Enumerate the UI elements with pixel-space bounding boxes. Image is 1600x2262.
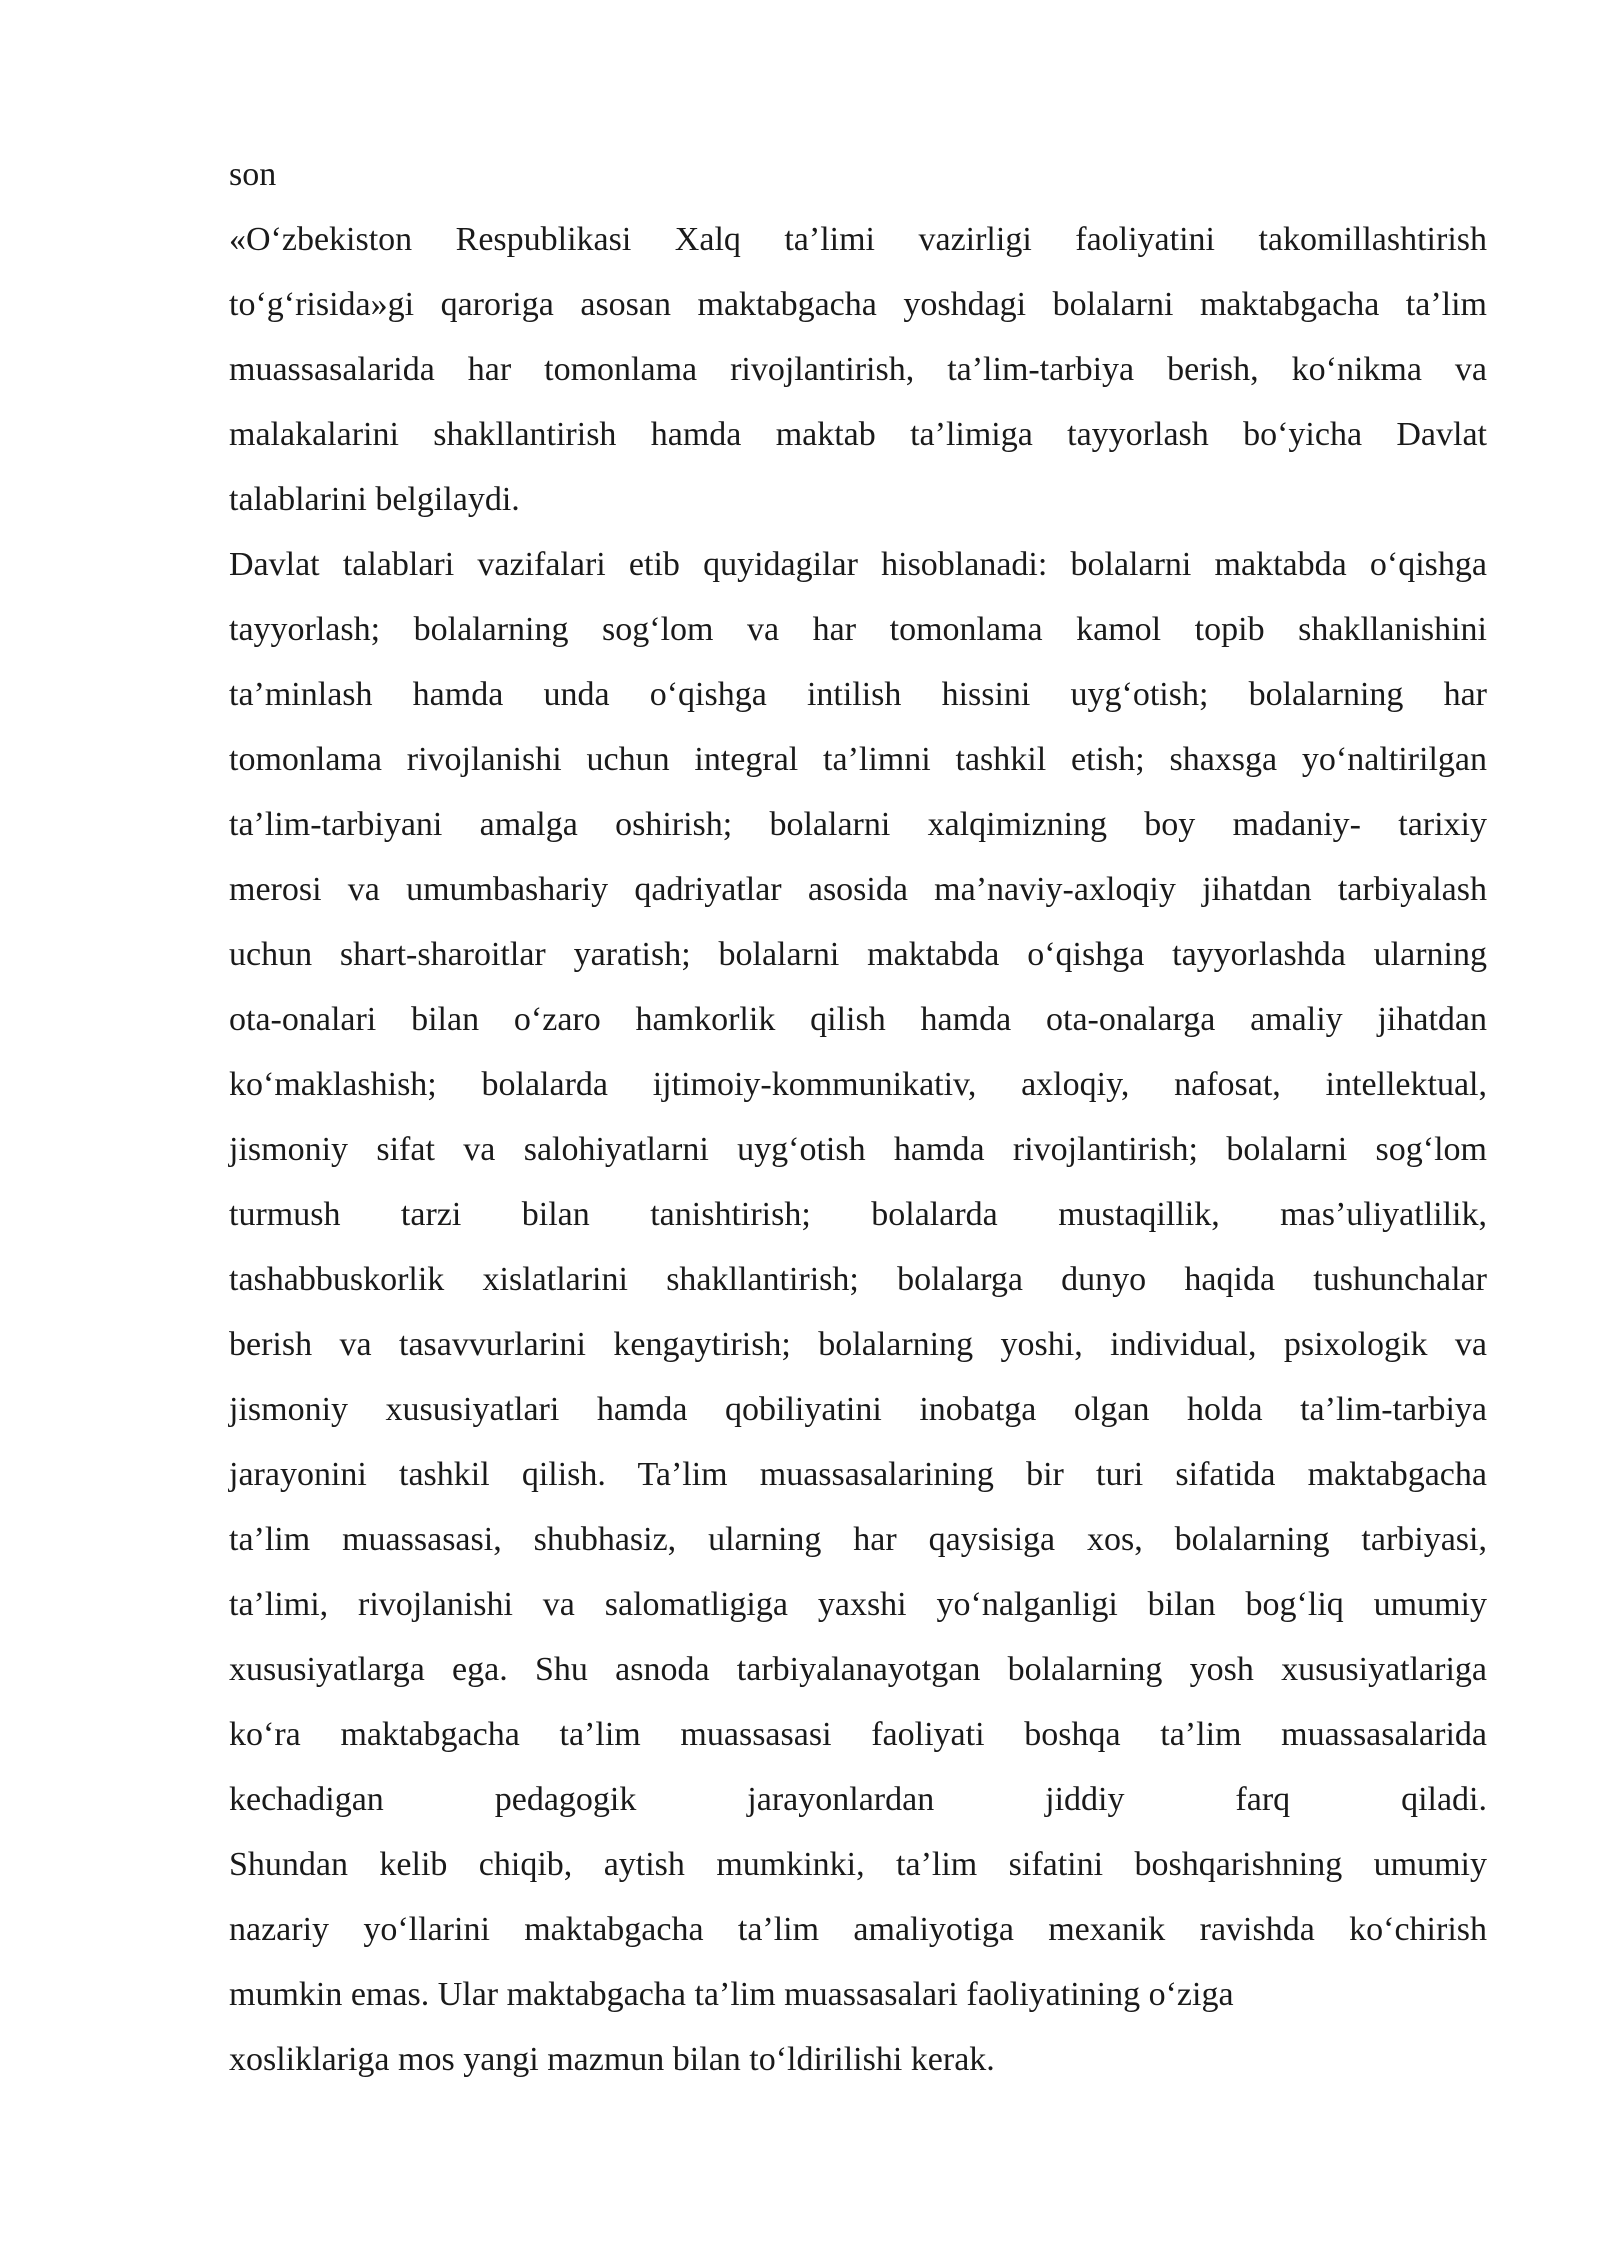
body-text bbox=[229, 142, 1487, 2092]
text-line: ta’lim muassasasi, shubhasiz, ularning har qaysisiga xos, bolalarning tarbiyasi, bbox=[229, 1521, 1487, 1558]
text-line: merosi va umumbashariy qadriyatlar asosida ma’naviy-axloqiy jihatdan tarbiyalash bbox=[229, 871, 1487, 908]
text-line: tashabbuskorlik xislatlarini shakllantirish; bolalarga dunyo haqida tushunchalar bbox=[229, 1261, 1487, 1298]
text-line: xosliklariga mos yangi mazmun bilan to‘ldirilishi kerak. bbox=[229, 2041, 995, 2078]
text-line: ota-onalari bilan o‘zaro hamkorlik qilish hamda ota-onalarga amaliy jihatdan bbox=[229, 1001, 1487, 1038]
text-line: Davlat talablari vazifalari etib quyidagilar hisoblanadi: bolalarni maktabda o‘qishga bbox=[229, 546, 1487, 583]
text-line: xususiyatlarga ega. Shu asnoda tarbiyalanayotgan bolalarning yosh xususiyatlariga bbox=[229, 1651, 1487, 1688]
text-line: tayyorlash; bolalarning sog‘lom va har tomonlama kamol topib shakllanishini bbox=[229, 611, 1487, 648]
text-line: muassasalarida har tomonlama rivojlantirish, ta’lim-tarbiya berish, ko‘nikma va bbox=[229, 351, 1487, 388]
text-line: mumkin emas. Ular maktabgacha ta’lim muassasalari faoliyatining o‘ziga bbox=[229, 1976, 1234, 2013]
text-line: berish va tasavvurlarini kengaytirish; bolalarning yoshi, individual, psixologik va bbox=[229, 1326, 1487, 1363]
text-line: jarayonini tashkil qilish. Ta’lim muassasalarining bir turi sifatida maktabgacha bbox=[229, 1456, 1487, 1493]
text-line: turmush tarzi bilan tanishtirish; bolalarda mustaqillik, mas’uliyatlilik, bbox=[229, 1196, 1487, 1233]
text-line: son bbox=[229, 156, 277, 193]
text-line: ko‘maklashish; bolalarda ijtimoiy-kommunikativ, axloqiy, nafosat, intellektual, bbox=[229, 1066, 1487, 1103]
text-line: Shundan kelib chiqib, aytish mumkinki, ta’lim sifatini boshqarishning umumiy bbox=[229, 1846, 1487, 1883]
text-line: ta’lim-tarbiyani amalga oshirish; bolalarni xalqimizning boy madaniy- tarixiy bbox=[229, 806, 1487, 843]
text-line: malakalarini shakllantirish hamda maktab ta’limiga tayyorlash bo‘yicha Davlat bbox=[229, 416, 1487, 453]
text-line: kechadigan pedagogik jarayonlardan jiddiy farq qiladi. bbox=[229, 1781, 1487, 1818]
text-line: ko‘ra maktabgacha ta’lim muassasasi faoliyati boshqa ta’lim muassasalarida bbox=[229, 1716, 1487, 1753]
text-line: uchun shart-sharoitlar yaratish; bolalarni maktabda o‘qishga tayyorlashda ularning bbox=[229, 936, 1487, 973]
text-line: jismoniy xususiyatlari hamda qobiliyatini inobatga olgan holda ta’lim-tarbiya bbox=[229, 1391, 1487, 1428]
text-line: ta’minlash hamda unda o‘qishga intilish hissini uyg‘otish; bolalarning har bbox=[229, 676, 1487, 713]
text-line: ta’limi, rivojlanishi va salomatligiga yaxshi yo‘nalganligi bilan bog‘liq umumiy bbox=[229, 1586, 1487, 1623]
text-line: talablarini belgilaydi. bbox=[229, 481, 520, 518]
text-line: nazariy yo‘llarini maktabgacha ta’lim amaliyotiga mexanik ravishda ko‘chirish bbox=[229, 1911, 1487, 1948]
text-line: «O‘zbekiston Respublikasi Xalq ta’limi vazirligi faoliyatini takomillashtirish bbox=[229, 221, 1487, 258]
text-line: jismoniy sifat va salohiyatlarni uyg‘otish hamda rivojlantirish; bolalarni sog‘lom bbox=[229, 1131, 1487, 1168]
text-line: tomonlama rivojlanishi uchun integral ta’limni tashkil etish; shaxsga yo‘naltirilgan bbox=[229, 741, 1487, 778]
text-line: to‘g‘risida»gi qaroriga asosan maktabgacha yoshdagi bolalarni maktabgacha ta’lim bbox=[229, 286, 1487, 323]
